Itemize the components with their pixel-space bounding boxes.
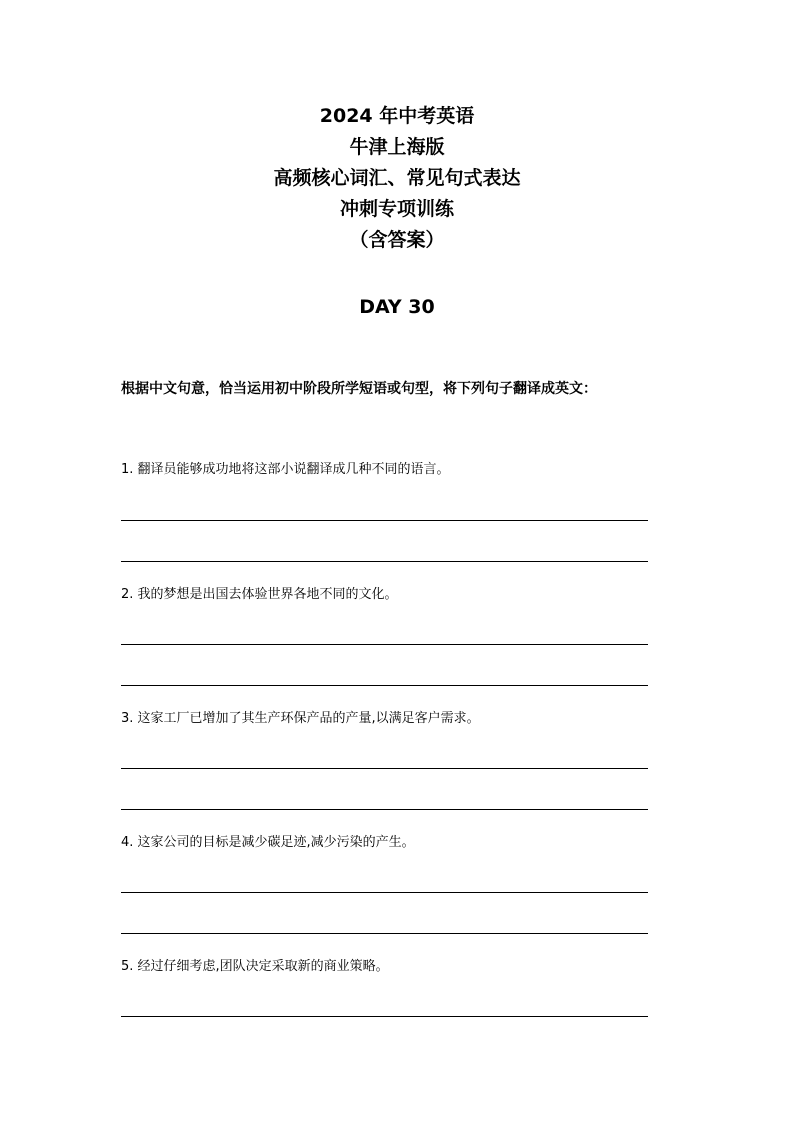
title-line-training: 冲刺专项训练 [339,198,454,220]
title-line-exam: 2024 年中考英语 [319,105,475,127]
question-2 [121,585,648,605]
answer-line-4a[interactable] [121,892,648,893]
answer-line-1a[interactable] [121,520,648,521]
answer-line-4b[interactable] [121,933,648,934]
question-number: 3. [121,711,134,726]
answer-line-1b[interactable] [121,561,648,562]
day-label: DAY 30 [359,296,435,318]
question-number: 5. [121,959,134,974]
question-number: 2. [121,587,134,602]
answer-line-5a[interactable] [121,1016,648,1017]
answer-line-3b[interactable] [121,809,648,810]
question-2-text [121,585,648,605]
question-prompt: 这家公司的目标是减少碳足迹,减少污染的产生。 [137,835,415,850]
question-3-text [121,709,648,729]
question-1 [121,460,648,480]
title-line-answers: （含答案） [349,229,445,251]
question-prompt: 翻译员能够成功地将这部小说翻译成几种不同的语言。 [137,462,450,477]
question-5 [121,957,648,977]
answer-line-3a[interactable] [121,768,648,769]
title-block [0,101,794,256]
question-prompt: 这家工厂已增加了其生产环保产品的产量,以满足客户需求。 [137,711,480,726]
question-prompt: 经过仔细考虑,团队决定采取新的商业策略。 [137,959,389,974]
question-5-text [121,957,648,977]
question-1-text [121,460,648,480]
answer-line-2b[interactable] [121,685,648,686]
instruction-text: 根据中文句意，恰当运用初中阶段所学短语或句型，将下列句子翻译成英文： [121,381,597,397]
question-4 [121,833,648,853]
question-number: 1. [121,462,134,477]
title-line-edition: 牛津上海版 [349,136,445,158]
answer-line-2a[interactable] [121,644,648,645]
question-3 [121,709,648,729]
question-4-text [121,833,648,853]
question-prompt: 我的梦想是出国去体验世界各地不同的文化。 [137,587,398,602]
title-line-topic: 高频核心词汇、常见句式表达 [273,167,521,189]
question-number: 4. [121,835,134,850]
